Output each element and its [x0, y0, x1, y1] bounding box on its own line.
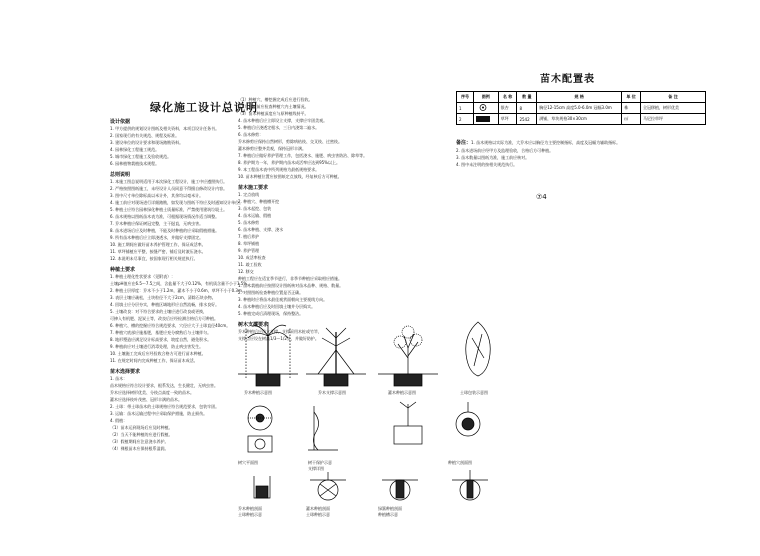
note-line: 1. 定点放线 [238, 192, 260, 197]
page-marker: ⑦4 [536, 193, 547, 201]
note-line: 9. 本工程苗木表中所列规格为最低规格要求。 [238, 167, 320, 172]
note-line: 3. 运输：苗木运输过程中应采取保护措施，防止损伤。 [110, 411, 208, 416]
note-line: 7. 种植穴底部应施基肥，基肥应充分腐熟后与土壤拌匀。 [110, 330, 212, 335]
section-heading: 设计依据 [110, 119, 131, 125]
note-line: 土壤pH值应在6.5～7.5之间，含盐量不大于0.12%，有机质含量不小于1.5%。 [110, 281, 252, 286]
pit-section-figure [394, 402, 422, 444]
note-line: 2. 种植穴、种植槽开挖 [238, 199, 280, 204]
note-line: 4. 回填土应分层夯实，种植区域地形应自然流畅，排水良好。 [110, 302, 220, 307]
palm-tree-figure [238, 322, 298, 386]
root-ball-figure [466, 322, 491, 376]
note-line: 3. 建设单位的设计要求和现场踏勘资料。 [110, 140, 184, 145]
fig9-caption-2: 土球种植示意 [306, 512, 330, 517]
note-line: 3. 图中尺寸单位除标高以米计外，其余均以毫米计。 [110, 193, 204, 198]
header-name: 名 称 [498, 92, 517, 103]
note-line: （1）种植穴、槽挖掘完成后应进行验收。 [238, 97, 313, 102]
note-line: 11. 草坪铺植应平整，接缝严密，铺后及时滚压浇水。 [110, 249, 206, 254]
note-line: 1. 苗木： [110, 376, 128, 381]
planting-details [238, 318, 558, 528]
note-line: 10. 苗木种植位置应按图纸定点放线，经复核后方可种植。 [238, 174, 342, 179]
note-line: 4. 园林绿化工程施工规范。 [110, 147, 160, 152]
section-heading: 种植土要求 [110, 267, 136, 273]
header-remark: 备 注 [641, 92, 706, 103]
header-qty: 数 量 [517, 92, 537, 103]
cell-unit: 株 [622, 103, 641, 114]
note-line: 2. 苗木进场前应经甲方及监理验收，合格后方可种植。 [456, 148, 554, 153]
fig6-caption: 树干保护示意 [308, 460, 332, 465]
note-line: 6. 苗木规格以图纸苗木表为准，可根据现场情况作适当调整。 [110, 214, 220, 219]
note-line: 支撑点应设在树高1/3～1/2处，并做好防护。 [238, 336, 319, 341]
legend-lawn-swatch [473, 114, 498, 125]
note-line: 3. 苗木起挖、包装 [238, 206, 272, 211]
fig10-caption-2: 种植槽示意 [378, 512, 398, 517]
note-line: 2. 种植土层厚度：乔木不小于1.2m，灌木不小于0.6m，草坪不小于0.3m。 [110, 288, 246, 293]
note-line: 种植工程应在适宜季节进行，非季节种植应采取相应措施。 [238, 276, 342, 281]
note-line: 7. 植后养护 [238, 234, 260, 239]
note-line: （2）种植前应检查种植穴内土壤情况。 [238, 104, 309, 109]
fig4-caption: 土球包装示意图 [460, 390, 488, 395]
note-line: 1. 本施工图总说明适用于本次绿化工程设计，施工中应遵照执行。 [110, 179, 228, 184]
note-line: 8. 地形塑造应满足设计标高要求，坡度自然，避免积水。 [110, 337, 212, 342]
tree-ball-section-figure [310, 472, 346, 500]
note-line: 3. 表层土壤应疏松，土块粒径不大于2cm，清除石块杂物。 [110, 295, 216, 300]
note-line: 12. 移交 [238, 269, 254, 274]
note-line: 11. 在规定时间内完成种植工作，保证苗木成活。 [110, 358, 198, 363]
note-line: 乔木种植后应设立支撑，支撑采用木桩或竹竿， [238, 329, 322, 334]
note-line: 6. 园林植物栽植技术规程。 [110, 161, 160, 166]
fig5-caption: 树穴平面图 [238, 460, 258, 465]
header-spec: 规 格 [537, 92, 622, 103]
note-line: （3）苗木种植深度应与原种植线持平。 [238, 111, 309, 116]
pit-plan-figure [248, 406, 272, 452]
plant-table [456, 91, 706, 125]
note-line: 11. 竣工验收 [238, 262, 262, 267]
fig10-caption: 绿篱种植剖面 [378, 506, 402, 511]
header-index: 序号 [457, 92, 474, 103]
note-line: 8. 苗木进场后应及时种植，不能及时种植的应采取假植措施。 [110, 228, 220, 233]
note-line: 乔木修剪应保持自然树形，剪除病枯枝、交叉枝、过密枝。 [238, 139, 342, 144]
notes-label: 备注： [456, 140, 472, 146]
note-line: （3）假植期间应注意浇水养护。 [110, 439, 169, 444]
note-line: 7. 种植后应做好养护管理工作，包括浇水、施肥、病虫害防治、除草等。 [238, 153, 368, 158]
table-title: 苗木配置表 [540, 74, 595, 85]
note-line: 灌木应选择枝叶茂密、冠形丰满的苗木。 [110, 397, 182, 402]
note-line: 2. 国家现行的有关规范、规程及标准。 [110, 133, 180, 138]
cell-index: 1 [457, 103, 474, 114]
note-line: 2. 对照图纸检查种植位置是否正确。 [238, 290, 304, 295]
note-line: 3. 种植时应将苗木最佳观赏面朝向主要视线方向。 [238, 297, 328, 302]
drawing-title: 绿化施工设计总说明 [150, 101, 258, 114]
note-line: 5. 种植后应浇透定根水，三日内浇第二遍水。 [238, 125, 320, 130]
note-line: 10. 施工期间应做好苗木养护管理工作，保证成活率。 [110, 242, 206, 247]
table-notes [456, 139, 706, 168]
pit-trench-figure [254, 476, 270, 498]
fig2-caption: 乔木支撑示意图 [318, 390, 346, 395]
note-line: 5. 种植完成后清理现场，保持整洁。 [238, 311, 304, 316]
legend-tree-icon [473, 103, 498, 114]
note-line: 2. 土球：带土球苗木的土球规格应符合规范要求，包装牢固。 [110, 404, 220, 409]
cell-index: 2 [457, 114, 474, 125]
note-line: 9. 所有苗木种植后应立即浇透水，并做好支撑固定。 [110, 235, 204, 240]
section-heading: 苗木选择要求 [110, 369, 141, 375]
note-line: 6. 种植穴、槽的挖掘应符合规范要求，穴径应大于土球直径40cm。 [110, 323, 231, 328]
note-line: 乔木应选择树形优美、分枝点高度一致的苗木。 [110, 390, 194, 395]
note-line: 9. 种植前应对土壤进行消毒处理，防止病虫害发生。 [110, 344, 204, 349]
table-row [457, 114, 706, 125]
note-line: 4. 图中未注明的按相关规范执行。 [456, 162, 518, 167]
cell-name: 草坪 [498, 114, 517, 125]
note-line: 苗木规格应符合设计要求，根系发达，生长健壮，无病虫害。 [110, 383, 218, 388]
fig1-caption: 乔木种植示意图 [244, 390, 272, 395]
note-line: （1）苗木运到现场后应及时种植。 [110, 425, 173, 430]
note-line: 1. 种植土理化性状要求（见附表）： [110, 274, 176, 279]
note-line: 4. 苗木种植后应及时回填土壤并分层捣实。 [238, 304, 316, 309]
note-line: 可掺入有机肥、泥炭土等，改良后应经检测合格后方可种植。 [110, 316, 218, 321]
supported-tree-figure [306, 328, 366, 386]
note-line: 6. 苗木修剪： [238, 132, 264, 137]
cell-spec: 满铺，草块规格30×30cm [537, 114, 622, 125]
note-line: 3. 苗木数量以图纸为准，施工前应核对。 [456, 155, 530, 160]
note-line: 1. 苗木规格以实际为准，大乔木应以胸径为主要控制指标，高度及冠幅为辅助指标。 [471, 140, 621, 145]
cell-remark: 全冠移植，树形优美 [641, 103, 706, 114]
header-unit: 单 位 [622, 92, 641, 103]
cell-name: 银杏 [498, 103, 517, 114]
note-line: 5. 苗木修剪 [238, 220, 260, 225]
note-line: 灌木修剪应整齐美观，保持冠形丰满。 [238, 146, 306, 151]
cell-qty: 2542 [517, 114, 537, 125]
note-line: 5. 土壤改良：对不符合要求的土壤应进行改良或更换， [110, 309, 208, 314]
note-line: （4）裸根苗木应保持根系湿润。 [110, 446, 169, 451]
note-line: 4. 苗木种植后应立即设立支撑，支撑应牢固美观。 [238, 118, 328, 123]
cell-remark: 马尼拉草坪 [641, 114, 706, 125]
note-line: 4. 苗木运输、假植 [238, 213, 272, 218]
table-row [457, 103, 706, 114]
fig7-caption: 种植穴剖面图 [448, 460, 472, 465]
section-heading: 苗木施工要求 [238, 185, 269, 191]
note-line: 9. 养护管理 [238, 248, 260, 253]
note-line: 4. 施工前应对现场进行详细踏勘，如发现与图纸不符应及时通知设计单位。 [110, 200, 244, 205]
ball-planting-figure [456, 402, 480, 436]
note-line: 10. 土壤施工完成后应经验收合格方可进行苗木种植。 [110, 351, 206, 356]
fig6-caption-2: 支撑详图 [308, 466, 324, 471]
fig9-caption: 灌木种植剖面 [306, 506, 330, 511]
fig8-caption: 乔木种植剖面 [238, 506, 262, 511]
note-line: 6. 苗木种植、支撑、浇水 [238, 227, 284, 232]
header-legend: 图例 [473, 92, 498, 103]
shrub-figure [378, 326, 438, 386]
section-heading: 总则说明 [110, 172, 131, 178]
section-heading: 树木支撑要求 [238, 322, 269, 328]
note-line: 2. 严格按照图纸施工，未经设计人员同意不得擅自修改设计内容。 [110, 186, 228, 191]
note-line: 8. 草坪铺植 [238, 241, 260, 246]
note-line: 1. 甲方提供的规划设计图纸及相关资料，本项目设计任务书。 [110, 126, 220, 131]
note-line: 5. 种植土应符合园林绿化种植土质量标准，严禁使用建筑垃圾土。 [110, 207, 228, 212]
fig3-caption: 灌木种植示意图 [388, 390, 416, 395]
table-header-row [457, 92, 706, 103]
note-line: 10. 成活率检查 [238, 255, 266, 260]
note-line: 12. 本说明未尽事宜，按国家现行相关规范执行。 [110, 256, 198, 261]
cell-qty: 8 [517, 103, 537, 114]
notes-column-2 [238, 96, 368, 341]
note-line: 7. 乔木种植应保证树冠完整，主干挺直，无病虫害。 [110, 221, 204, 226]
cell-spec: 胸径12-15cm 高度5.0-6.0m 冠幅3.0m [537, 103, 622, 114]
hedge-section-figure [452, 470, 488, 500]
note-line: 5. 城市绿化工程施工及验收规范。 [110, 154, 172, 159]
note-line: （2）当天不能种植的应进行假植。 [110, 432, 173, 437]
note-line: 1. 苗木栽植前应按照设计图纸核对苗木品种、规格、数量。 [238, 283, 344, 288]
note-line: 8. 养护期为一年，养护期内苗木成活率应达到95%以上。 [238, 160, 340, 165]
shrub-ball-section-figure [382, 480, 418, 500]
trunk-guard-figure [308, 406, 338, 450]
note-line: 4. 假植： [110, 418, 128, 423]
cell-unit: ㎡ [622, 114, 641, 125]
fig8-caption-2: 土球种植示意 [238, 512, 262, 517]
